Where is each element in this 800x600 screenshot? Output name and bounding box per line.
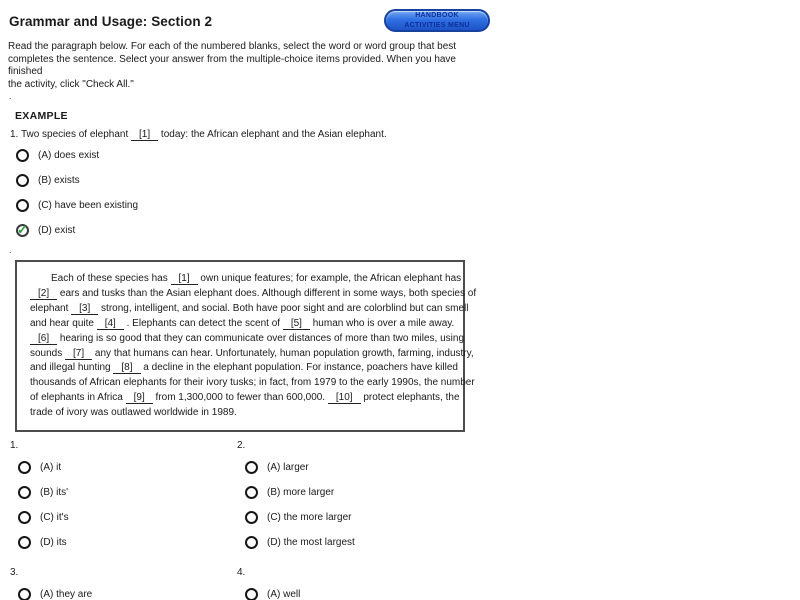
option-label: (B) its'	[40, 486, 69, 498]
passage-line: trade of ivory was outlawed worldwide in 1989.	[30, 407, 237, 419]
radio-button[interactable]	[245, 461, 258, 474]
option-label: (B) exists	[38, 174, 80, 186]
question-1-option-d	[18, 533, 237, 551]
option-label: (C) the more larger	[267, 511, 352, 523]
option-label: (D) the most largest	[267, 536, 355, 548]
passage-line: sounds [7] any that humans can hear. Unfortunately, human population growth, farming, industry,	[30, 347, 474, 359]
question-2-option-c	[245, 508, 487, 526]
option-label: (D) its	[40, 536, 67, 548]
question-2	[237, 440, 487, 551]
option-label: (A) they are	[40, 588, 93, 600]
instructions-line: Read the paragraph below. For each of the numbered blanks, select the word or word group that best	[8, 41, 457, 52]
question-number: 1.	[10, 440, 19, 452]
question-number: 2.	[237, 440, 246, 452]
blank-3: [3]	[71, 303, 98, 315]
instructions	[8, 41, 482, 91]
questions-grid	[10, 440, 792, 600]
blank-6: [6]	[30, 333, 57, 345]
blank-9: [9]	[126, 392, 153, 404]
passage-line: and hear quite [4] . Elephants can detect the scent of [5] human who is over a mile away.	[30, 317, 455, 329]
radio-button[interactable]	[245, 536, 258, 549]
blank-1: [1]	[131, 129, 158, 141]
stray-mark-1: .	[9, 91, 12, 101]
option-label: (A) larger	[267, 461, 309, 473]
page-title: Grammar and Usage: Section 2	[9, 14, 213, 29]
handbook-activities-menu-button[interactable]	[384, 9, 490, 32]
instructions-line: the activity, click "Check All."	[8, 78, 134, 90]
radio-button[interactable]	[245, 588, 258, 600]
blank-1: [1]	[171, 273, 198, 285]
menu-button-line2: ACTIVITIES MENU	[404, 21, 470, 29]
radio-button[interactable]	[16, 149, 29, 162]
question-3-option-a	[18, 585, 237, 600]
instructions-line: completes the sentence. Select your answer from the multiple-choice items provided. When you have finished	[8, 53, 456, 77]
example-heading: EXAMPLE	[15, 110, 68, 122]
example-question: 1. Two species of elephant [1] today: the African elephant and the Asian elephant.	[10, 129, 387, 140]
question-1-option-b	[18, 483, 237, 501]
blank-5: [5]	[283, 318, 310, 330]
radio-button[interactable]	[245, 486, 258, 499]
stray-mark-2: .	[9, 245, 12, 255]
option-label: (A) well	[267, 588, 301, 600]
blank-7: [7]	[65, 348, 92, 360]
example-option-a	[16, 146, 792, 164]
radio-button[interactable]	[18, 461, 31, 474]
blank-2: [2]	[30, 288, 57, 300]
radio-button[interactable]	[16, 199, 29, 212]
menu-button-line1: HANDBOOK	[415, 12, 459, 20]
example-option-c	[16, 196, 792, 214]
option-label: (C) it's	[40, 511, 69, 523]
example-option-d	[16, 221, 792, 239]
question-2-option-a	[245, 458, 487, 476]
radio-button[interactable]	[18, 588, 31, 600]
example-options	[8, 146, 792, 239]
blank-4: [4]	[97, 318, 124, 330]
blank-10: [10]	[328, 392, 361, 404]
question-3	[10, 567, 237, 600]
radio-button[interactable]	[18, 536, 31, 549]
radio-button[interactable]	[18, 511, 31, 524]
question-2-option-b	[245, 483, 487, 501]
question-4	[237, 567, 487, 600]
radio-button[interactable]	[18, 486, 31, 499]
passage-line: elephant [3] strong, intelligent, and social. Both have poor sight and are colorblind but can smell	[30, 302, 469, 314]
question-4-option-a	[245, 585, 487, 600]
passage-line: and illegal hunting [8] a decline in the elephant population. For instance, poachers have killed	[30, 362, 458, 374]
question-1-option-a	[18, 458, 237, 476]
passage-line: [6] hearing is so good that they can communicate over distances of more than two miles, using	[30, 332, 450, 347]
radio-button[interactable]	[245, 511, 258, 524]
example-option-b	[16, 171, 792, 189]
radio-button-checked[interactable]	[16, 221, 29, 237]
option-label: (A) it	[40, 461, 62, 473]
question-1	[10, 440, 237, 551]
passage-line: Each of these species has [1] own unique features; for example, the African elephant has	[51, 273, 462, 284]
question-2-option-d	[245, 533, 487, 551]
check-icon: ✓	[17, 221, 28, 237]
question-number: 4.	[237, 567, 246, 579]
question-1-option-c	[18, 508, 237, 526]
question-number: 3.	[10, 567, 19, 579]
radio-button[interactable]	[16, 174, 29, 187]
passage-line: thousands of African elephants for their ivory tusks; in fact, from 1979 to the early 1990s, the number	[30, 377, 475, 389]
passage-line: of elephants in Africa [9] from 1,300,000 to fewer than 600,000. [10] protect elephants, the	[30, 392, 460, 404]
blank-8: [8]	[113, 362, 140, 374]
option-label: (C) have been existing	[38, 199, 139, 211]
option-label: (B) more larger	[267, 486, 335, 498]
passage-box	[15, 260, 477, 432]
option-label: (D) exist	[38, 224, 76, 236]
passage-line: [2] ears and tusks than the Asian elephant does. Although different in some ways, both species of	[30, 287, 450, 302]
header	[8, 8, 490, 32]
option-label: (A) does exist	[38, 149, 100, 161]
